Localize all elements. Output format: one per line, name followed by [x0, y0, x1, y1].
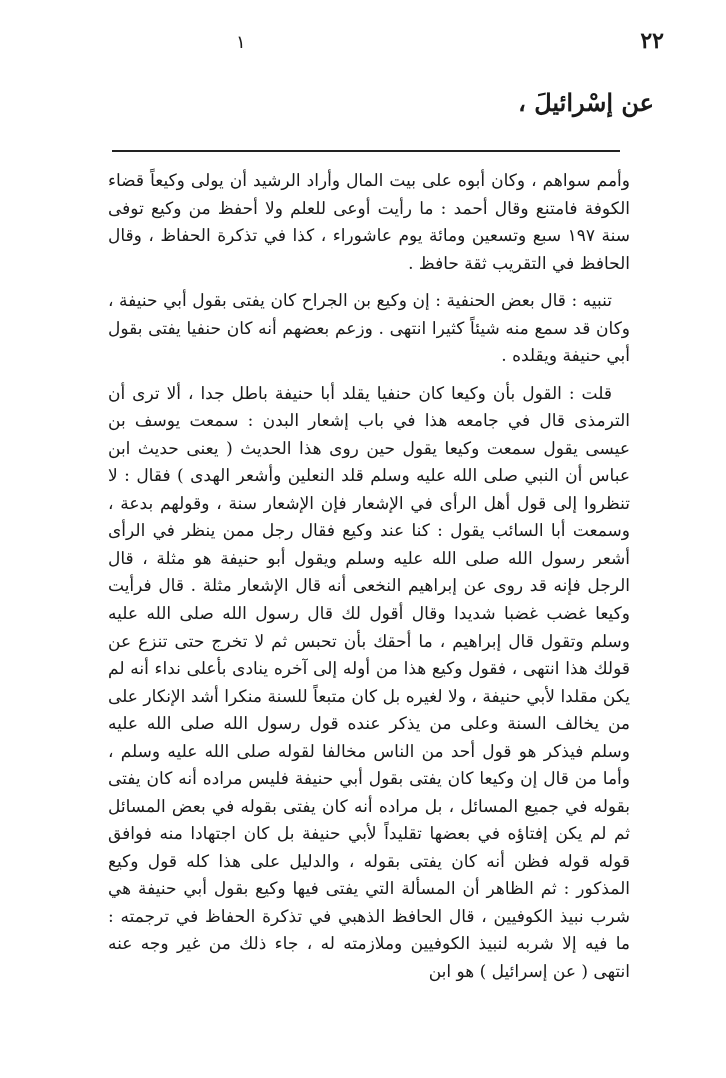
separator-rule	[112, 150, 620, 152]
page-mark: ١	[236, 32, 246, 53]
body-text	[108, 168, 630, 996]
section-heading: عن إسْرائيلَ ،	[518, 88, 654, 117]
paragraph-2: تنبيه : قال بعض الحنفية : إن وكيع بن الجراح كان يفتى بقول أبي حنيفة ، وكان قد سمع منه شيئاً كثيرا انتهى . وزعم بعضهم أنه كان حنفيا يفتى بقول أبي حنيفة ويقلده .	[108, 291, 630, 367]
paragraph-1: وأمم سواهم ، وكان أبوه على بيت المال وأراد الرشيد أن يولى وكيعاً قضاء الكوفة فامتنع وقال أحمد : ما رأيت أوعى للعلم ولا أحفظ من وكيع توفى سنة ١٩٧ سبع وتسعين ومائة يوم عاشوراء ، كذا في تذكرة الحفاظ ، وقال الحافظ في التقريب ثقة حافظ .	[108, 171, 630, 274]
page-number: ٢٢	[640, 28, 664, 54]
paragraph-3: قلت : القول بأن وكيعا كان حنفيا يقلد أبا حنيفة باطل جدا ، ألا ترى أن الترمذى قال في جامعه هذا في باب إشعار البدن : سمعت يوسف بن عيسى يقول سمعت وكيعا يقول حين روى هذا الحديث ( يعنى حديث ابن عباس أن النبي صلى الله عليه وسلم قلد النعلين وأشعر الهدى ) فقال : لا تنظروا إلى قول أهل الرأى في الإشعار فإن الإشعار سنة ، وقولهم بدعة ، وسمعت أبا السائب يقول : كنا عند وكيع فقال رجل ممن ينظر في الرأى أشعر رسول الله صلى الله عليه وسلم ويقول أبو حنيفة هو مثلة ، قال الرجل فإنه قد روى عن إبراهيم النخعى أنه قال الإشعار مثلة . قال فرأيت وكيعا غضب غضبا شديدا وقال أقول لك قال رسول الله صلى الله عليه وسلم وتقول قال إبراهيم ، ما أحقك بأن تحبس ثم لا تخرج حتى تنزع عن قولك هذا انتهى ، فقول وكيع هذا من أوله إلى آخره ينادى بأعلى نداء أنه لم يكن مقلدا لأبي حنيفة ، ولا لغيره بل كان متبعاً للسنة منكرا أشد الإنكار على من يخالف السنة وعلى من يذكر عنده قول رسول الله صلى الله عليه وسلم فيذكر هو قول أحد من الناس مخالفا لقوله صلى الله عليه وسلم ، وأما من قال إن وكيعا كان يفتى بقول أبي حنيفة فليس مراده أنه كان يفتى بقوله في جميع المسائل ، بل مراده أنه كان يفتى بقوله في بعض المسائل ثم لم يكن إفتاؤه في بعضها تقليداً لأبي حنيفة بل كان اجتهادا منه فوافق قوله قوله فظن أنه كان يفتى بقوله ، والدليل على هذا كله قول وكيع المذكور : ثم الظاهر أن المسألة التي يفتى فيها وكيع بقول أبي حنيفة هي شرب نبيذ الكوفيين ، قال الحافظ الذهبي في تذكرة الحفاظ في ترجمته : ما فيه إلا شربه لنبيذ الكوفيين وملازمته له ، جاء ذلك من غير وجه عنه انتهى ( عن إسرائيل ) هو ابن	[108, 383, 630, 982]
